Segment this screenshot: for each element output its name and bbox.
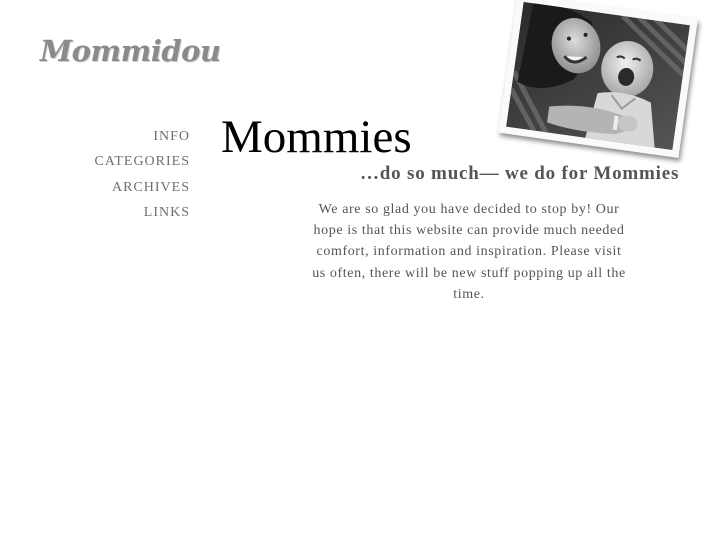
nav-item-categories[interactable]: CATEGORIES xyxy=(94,154,190,170)
page-headline: Mommies xyxy=(221,111,412,163)
main-nav xyxy=(94,124,190,225)
nav-item-links[interactable]: LINKS xyxy=(143,204,190,220)
photo-image xyxy=(506,2,690,150)
mother-and-baby-photo xyxy=(498,0,698,158)
nav-item-info[interactable]: INFO xyxy=(153,129,190,144)
tagline: …do so much— we do for Mommies xyxy=(360,163,680,184)
nav-item-archives[interactable]: ARCHIVES xyxy=(111,179,190,195)
site-logo[interactable]: Mommidou xyxy=(40,34,221,68)
intro-paragraph: We are so glad you have decided to stop by! Our hope is that this website can provide much needed comfort, information and inspiration. Please visit us often, there will be new stuff popping up all the time. xyxy=(312,202,626,302)
